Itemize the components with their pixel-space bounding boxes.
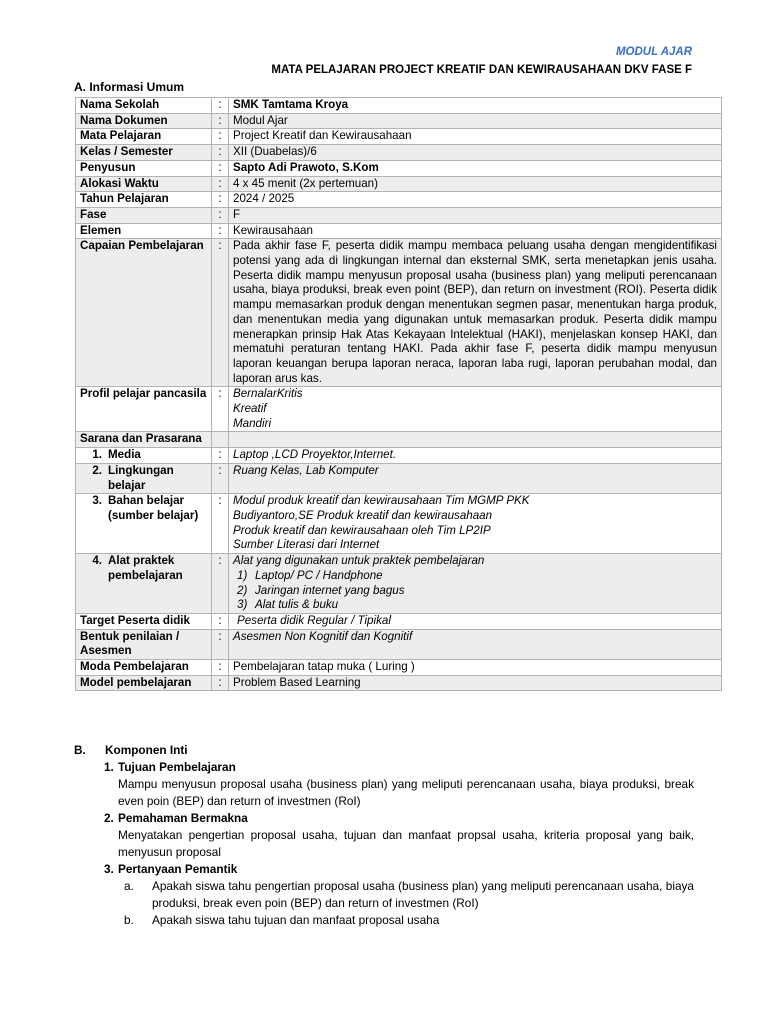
item-title: Pertanyaan Pemantik	[118, 862, 238, 876]
table-row	[76, 239, 722, 387]
table-row	[76, 613, 722, 629]
row-colon: :	[212, 98, 229, 114]
profil-item: Kreatif	[233, 402, 267, 416]
list-item: 1) Laptop/ PC / Handphone	[237, 568, 383, 582]
row-value: XII (Duabelas)/6	[229, 145, 722, 161]
row-value: Ruang Kelas, Lab Komputer	[229, 463, 722, 493]
table-row	[76, 675, 722, 691]
table-row	[76, 660, 722, 676]
row-value: Project Kreatif dan Kewirausahaan	[229, 129, 722, 145]
row-value: Peserta didik Regular / Tipikal	[229, 613, 722, 629]
row-label	[76, 463, 212, 493]
row-label: Elemen	[76, 223, 212, 239]
row-number: 1.	[92, 448, 102, 462]
row-label: Profil pelajar pancasila	[76, 387, 212, 432]
document-header-label: MODUL AJAR	[615, 46, 692, 58]
row-label: Kelas / Semester	[76, 145, 212, 161]
row-value: Sapto Adi Prawoto, S.Kom	[229, 160, 722, 176]
alat-intro: Alat yang digunakan untuk praktek pembelajaran	[233, 554, 485, 568]
row-colon	[212, 432, 229, 448]
row-value	[229, 494, 722, 554]
row-value: Pembelajaran tatap muka ( Luring )	[229, 660, 722, 676]
table-row	[76, 176, 722, 192]
table-row	[76, 387, 722, 432]
capaian-text: Pada akhir fase F, peserta didik mampu membaca peluang usaha dengan mengidentifikasi potensi yang ada di lingkungan internal dan eksternal SMK, serta menetapkan jenis usaha. Peserta didik mampu menyusun proposal usaha (business plan) yang meliputi perencanaan usaha, biaya produksi, break even point (BEP), dan return on investment (ROI). Peserta didik mampu memasarkan produk dengan menentukan segmen pasar, menentukan harga produk, dan menentukan media yang digunakan untuk memasarkan produk. Peserta didik mampu menerapkan prinsip Hak Atas Kekayaan Intelektual (HAKI), menjelaskan konsep HAKI, dan mematuhi peraturan tentang HAKI. Pada akhir fase F, peserta didik mampu menyusun laporan keuangan berupa laporan neraca, laporan laba rugi, laporan perubahan modal, dan laporan arus kas.	[229, 239, 722, 387]
row-label	[76, 554, 212, 614]
row-label: Fase	[76, 207, 212, 223]
row-colon: :	[212, 113, 229, 129]
bahan-item: Sumber Literasi dari Internet	[233, 538, 380, 552]
item-body: Menyatakan pengertian proposal usaha, tujuan dan manfaat propsal usaha, kriteria proposal yang baik, menyusun proposal	[118, 828, 694, 859]
row-label: Penyusun	[76, 160, 212, 176]
row-label: Model pembelajaran	[76, 675, 212, 691]
table-row	[76, 160, 722, 176]
bahan-item: Produk kreatif dan kewirausahaan oleh Tim LP2IP	[233, 523, 491, 537]
row-colon: :	[212, 387, 229, 432]
table-row	[76, 192, 722, 208]
row-value	[229, 432, 722, 448]
row-colon: :	[212, 176, 229, 192]
row-colon: :	[212, 675, 229, 691]
row-colon: :	[212, 239, 229, 387]
question-item: b. Apakah siswa tahu tujuan dan manfaat proposal usaha	[124, 913, 440, 927]
row-colon: :	[212, 629, 229, 659]
row-label: Mata Pelajaran	[76, 129, 212, 145]
row-colon: :	[212, 554, 229, 614]
row-colon: :	[212, 448, 229, 464]
table-row	[76, 223, 722, 239]
row-label: Nama Sekolah	[76, 98, 212, 114]
row-label-text: Alat praktek pembelajaran	[108, 554, 183, 582]
table-row	[76, 494, 722, 554]
document-title: MATA PELAJARAN PROJECT KREATIF DAN KEWIRAUSAHAAN DKV FASE F	[271, 64, 692, 76]
row-label: Bentuk penilaian / Asesmen	[76, 629, 212, 659]
table-row	[76, 554, 722, 614]
table-row	[76, 432, 722, 448]
row-label: Alokasi Waktu	[76, 176, 212, 192]
row-label: Capaian Pembelajaran	[76, 239, 212, 387]
section-a-title: A. Informasi Umum	[74, 80, 185, 94]
row-value: Asesmen Non Kognitif dan Kognitif	[229, 629, 722, 659]
row-value: 2024 / 2025	[229, 192, 722, 208]
table-row	[76, 629, 722, 659]
komponen-item: 3. Pertanyaan Pemantik a. Apakah siswa tahu pengertian proposal usaha (business plan) yang meliputi perencanaan usaha, biaya produksi, break even poin (BEP) dan return of investmen (RoI) b. Apakah siswa tahu tujuan dan manfaat proposal usaha	[104, 862, 694, 927]
row-label-text: Lingkungan belajar	[108, 463, 174, 492]
row-value: Modul Ajar	[229, 113, 722, 129]
bahan-item: Modul produk kreatif dan kewirausahaan Tim MGMP PKK	[233, 494, 530, 508]
profil-item: BernalarKritis	[233, 387, 303, 401]
table-row	[76, 98, 722, 114]
row-label: Nama Dokumen	[76, 113, 212, 129]
table-row	[76, 463, 722, 493]
row-value: Problem Based Learning	[229, 675, 722, 691]
item-body: Mampu menyusun proposal usaha (business plan) yang meliputi perencanaan usaha, biaya produksi, break even poin (BEP) dan return of investmen (RoI)	[118, 777, 694, 808]
row-colon: :	[212, 660, 229, 676]
list-item: 3) Alat tulis & buku	[237, 598, 339, 612]
row-value: Kewirausahaan	[229, 223, 722, 239]
row-label: Sarana dan Prasarana	[76, 432, 212, 448]
row-colon: :	[212, 160, 229, 176]
row-label: Target Peserta didik	[76, 613, 212, 629]
row-value: F	[229, 207, 722, 223]
profil-item: Mandiri	[233, 416, 272, 430]
table-row	[76, 113, 722, 129]
item-title: Pemahaman Bermakna	[118, 811, 248, 825]
row-label	[76, 494, 212, 554]
row-label-text: Media	[108, 448, 141, 462]
table-row	[76, 448, 722, 464]
row-value: SMK Tamtama Kroya	[229, 98, 722, 114]
row-label-text: Bahan belajar (sumber belajar)	[108, 494, 199, 522]
question-item: a. Apakah siswa tahu pengertian proposal usaha (business plan) yang meliputi perencanaan usaha, biaya produksi, break even poin (BEP) dan return of investmen (RoI)	[124, 879, 694, 910]
list-item: 2) Jaringan internet yang bagus	[237, 583, 405, 597]
section-b	[74, 742, 694, 929]
row-colon: :	[212, 613, 229, 629]
row-label	[76, 448, 212, 464]
row-value	[229, 387, 722, 432]
row-colon: :	[212, 129, 229, 145]
row-label: Tahun Pelajaran	[76, 192, 212, 208]
table-row	[76, 207, 722, 223]
komponen-item: 2. Pemahaman Bermakna Menyatakan pengertian proposal usaha, tujuan dan manfaat propsal usaha, kriteria proposal yang baik, menyusun proposal	[104, 811, 694, 859]
row-colon: :	[212, 145, 229, 161]
table-row	[76, 129, 722, 145]
bahan-item: Budiyantoro,SE Produk kreatif dan kewirausahaan	[233, 508, 493, 522]
item-title: Tujuan Pembelajaran	[118, 760, 236, 774]
row-colon: :	[212, 192, 229, 208]
row-number: 2.	[92, 463, 102, 477]
informasi-umum-table	[75, 97, 722, 691]
komponen-item: 1. Tujuan Pembelajaran Mampu menyusun proposal usaha (business plan) yang meliputi perencanaan usaha, biaya produksi, break even poin (BEP) dan return of investmen (RoI)	[104, 760, 694, 808]
table-row	[76, 145, 722, 161]
section-b-title: B. Komponen Inti	[74, 743, 188, 757]
row-value	[229, 554, 722, 614]
row-colon: :	[212, 463, 229, 493]
row-number: 4.	[92, 554, 102, 568]
row-value: Laptop ,LCD Proyektor,Internet.	[229, 448, 722, 464]
row-colon: :	[212, 494, 229, 554]
row-colon: :	[212, 207, 229, 223]
row-value: 4 x 45 menit (2x pertemuan)	[229, 176, 722, 192]
row-label: Moda Pembelajaran	[76, 660, 212, 676]
row-colon: :	[212, 223, 229, 239]
row-number: 3.	[92, 494, 102, 508]
